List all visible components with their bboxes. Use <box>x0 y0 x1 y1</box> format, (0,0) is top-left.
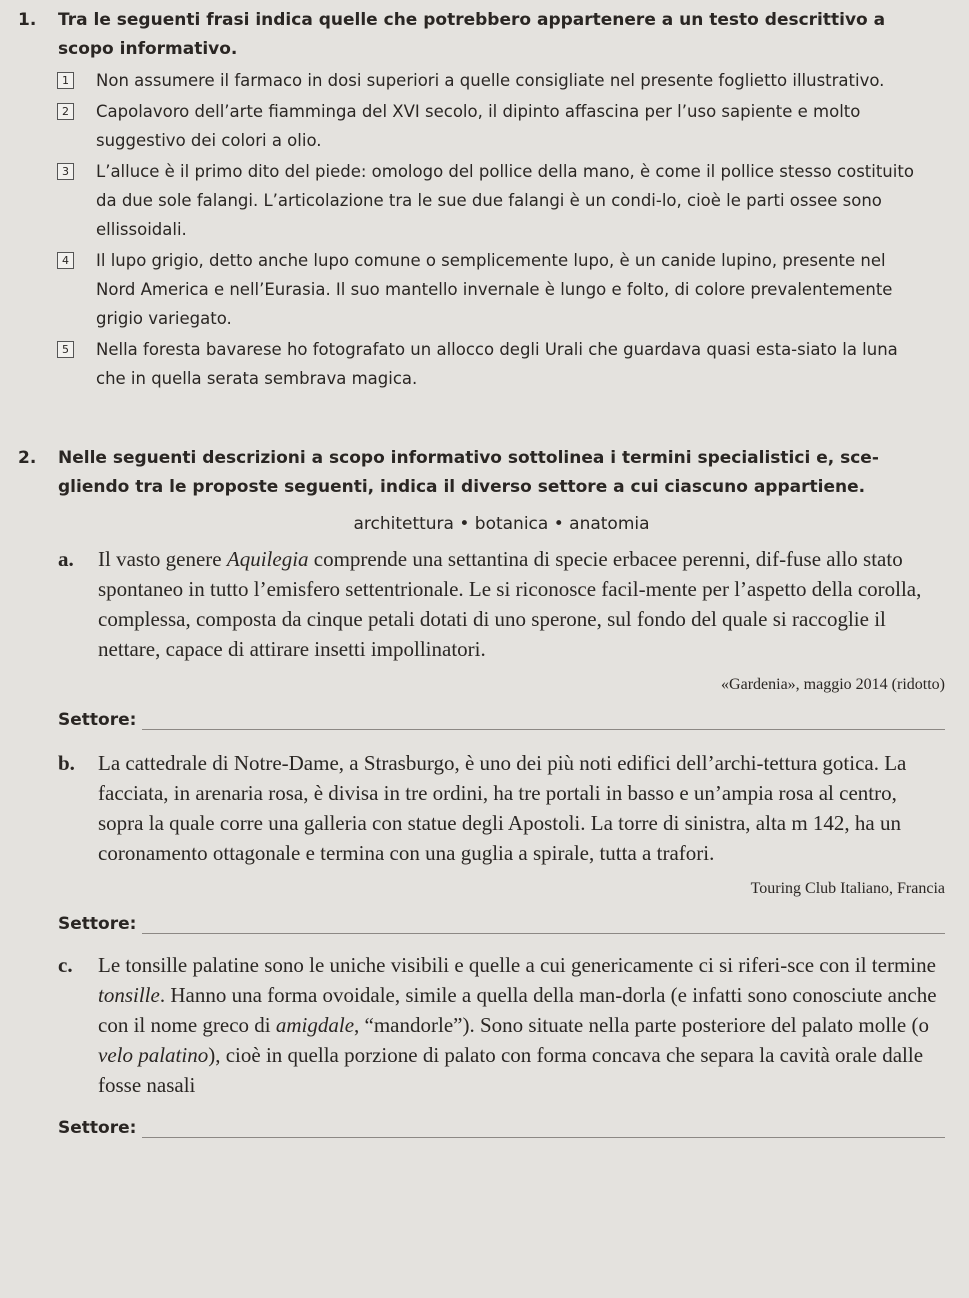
option-2-text: Capolavoro dell’arte fiamminga del XVI secolo, il dipinto affascina per l’uso sapiente e molto suggestivo dei colori a olio. <box>96 102 861 150</box>
description-c-term-velo-palatino: velo palatino <box>98 1043 209 1067</box>
option-2 <box>18 97 921 155</box>
option-4-text: Il lupo grigio, detto anche lupo comune o semplicemente lupo, è un canide lupino, presente nel Nord America e nell’Eurasia. Il suo mantello invernale è lungo e folto, di colore prevalentemente grigio variegato. <box>96 251 893 328</box>
settore-a-row <box>58 710 945 730</box>
description-a-genus: Aquilegia <box>226 547 309 571</box>
settore-c-answer-line[interactable] <box>142 1121 945 1138</box>
settore-b-row <box>58 914 945 934</box>
description-c-term-amigdale: amigdale <box>275 1013 355 1037</box>
description-a-source: «Gardenia», maggio 2014 (ridotto) <box>721 676 945 693</box>
description-c-text-1: Le tonsille palatine sono le uniche visibili e quelle a cui genericamente ci si riferi-sce con il termine <box>98 953 936 977</box>
word-bank: architettura • botanica • anatomia <box>353 514 650 534</box>
description-a-text-end: comprende una settantina di specie erbacee perenni, dif-fuse allo stato spontaneo in tutto l’emisfero settentrionale. Le si riconosce facil-mente per l’aspetto della corolla, complessa, composta da cinque petali dotati di uno sperone, sul fondo del quale si raccoglie il nettare, capace di attirare insetti impollinatori. <box>98 547 922 661</box>
exercise-1 <box>18 6 921 393</box>
option-5 <box>18 335 921 393</box>
option-3-text: L’alluce è il primo dito del piede: omologo del pollice della mano, è come il pollice stesso costituito da due sole falangi. L’articolazione tra le sue due falangi è un condi-lo, cioè le parti ossee sono ellissoidali. <box>96 162 914 239</box>
option-5-text: Nella foresta bavarese ho fotografato un allocco degli Urali che guardava quasi esta-siato la luna che in quella serata sembrava magica. <box>96 340 898 388</box>
description-c-letter: c. <box>58 953 73 977</box>
settore-b-answer-line[interactable] <box>142 917 945 934</box>
exercise-2 <box>18 444 945 1138</box>
exercise-2-instruction: Nelle seguenti descrizioni a scopo informativo sottolinea i termini specialistici e, sce-gliendo tra le proposte seguenti, indica il diverso settore a cui ciascuno appartiene. <box>58 448 879 497</box>
settore-b-label: Settore: <box>58 914 137 934</box>
settore-a-label: Settore: <box>58 710 137 730</box>
description-c-text-3: , “mandorle”). Sono situate nella parte posteriore del palato molle (o <box>354 1013 929 1037</box>
exercise-1-heading <box>18 6 921 64</box>
description-a-letter: a. <box>58 547 74 571</box>
option-5-checkbox[interactable]: 5 <box>57 341 74 358</box>
description-c-text-4: ), cioè in quella porzione di palato con forma concava che separa la cavità orale dalle fosse nasali <box>98 1043 924 1097</box>
option-3 <box>18 157 921 244</box>
settore-c-label: Settore: <box>58 1118 137 1138</box>
option-4-checkbox[interactable]: 4 <box>57 252 74 269</box>
description-a-text-start: Il vasto genere <box>98 547 227 571</box>
exercise-2-heading <box>18 444 945 502</box>
option-1-text: Non assumere il farmaco in dosi superiori a quelle consigliate nel presente foglietto illustrativo. <box>96 71 885 90</box>
settore-c-row <box>58 1118 945 1138</box>
description-b-source: Touring Club Italiano, Francia <box>750 880 945 897</box>
option-4 <box>18 246 921 333</box>
description-c-term-tonsille: tonsille <box>98 983 160 1007</box>
description-b-letter: b. <box>58 751 75 775</box>
exercise-1-number: 1. <box>18 10 37 30</box>
description-c <box>18 950 945 1100</box>
description-b-text: La cattedrale di Notre-Dame, a Strasburgo, è uno dei più noti edifici dell’archi-tettura gotica. La facciata, in arenaria rosa, è divisa in tre ordini, ha tre portali in basso e un’ampia rosa al centro, sopra la quale corre una galleria con statue degli Apostoli. La torre di sinistra, alta m 142, ha un coronamento ottagonale e termina con una guglia a spirale, tutta a trafori. <box>98 751 907 865</box>
exercise-2-number: 2. <box>18 448 37 468</box>
option-3-checkbox[interactable]: 3 <box>57 163 74 180</box>
option-1-checkbox[interactable]: 1 <box>57 72 74 89</box>
description-a <box>18 544 945 700</box>
description-c-text-2: . Hanno una forma ovoidale, simile a quella della man-dorla (e infatti sono conosciute anche con il nome greco di <box>98 983 937 1037</box>
option-2-checkbox[interactable]: 2 <box>57 103 74 120</box>
exercise-1-instruction: Tra le seguenti frasi indica quelle che potrebbero appartenere a un testo descrittivo a scopo informativo. <box>58 10 886 59</box>
option-1 <box>18 66 921 95</box>
description-b <box>18 748 945 904</box>
settore-a-answer-line[interactable] <box>142 713 945 730</box>
